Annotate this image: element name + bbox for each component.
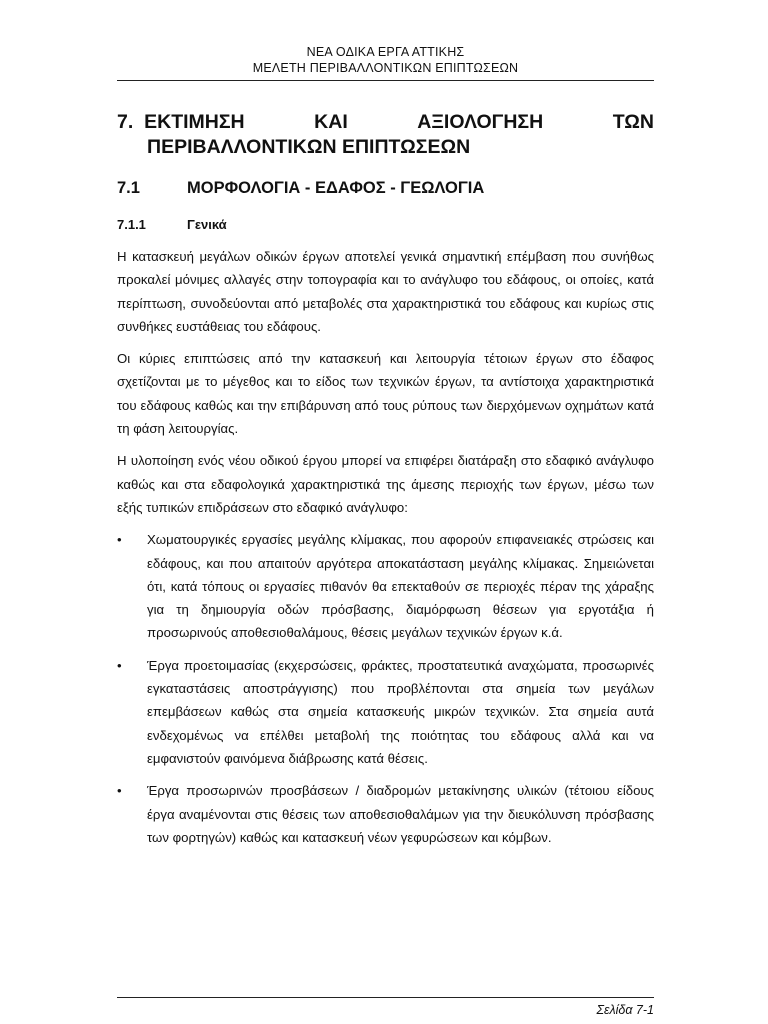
subsection-heading xyxy=(117,216,654,234)
list-item xyxy=(117,528,654,644)
chapter-number: 7. xyxy=(117,111,134,133)
document-page xyxy=(117,0,654,1024)
bullet-marker: • xyxy=(117,657,122,673)
footer-divider xyxy=(117,997,654,998)
paragraph: Η υλοποίηση ενός νέου οδικού έργου μπορεί να επιφέρει διατάραξη στο εδαφικό ανάγλυφο καθώς και στα εδαφολογικά χαρακτηριστικά της άμεσης περιοχής των έργων, μέσω των εξής τυπικών επιδράσεων στο εδαφικό ανάγλυφο: xyxy=(117,453,654,515)
section-number: 7.1 xyxy=(117,179,140,197)
list-item-text: Έργα προετοιμασίας (εκχερσώσεις, φράκτες, προστατευτικά αναχώματα, προσωρινές εγκαταστάσεις αποστράγγισης) που προβλέπονται στα σημεία των μεγάλων επεμβάσεων καθώς στα σημεία κατασκευής μικρών τεχνικών. Στα σημεία αυτά ενδεχομένως να επέλθει μεταβολή της ποιότητας του εδάφους αλλά και να εμφανιστούν φαινόμενα διάβρωσης κατά θέσεις. xyxy=(147,657,654,766)
section-heading xyxy=(117,177,654,199)
bullet-list xyxy=(117,528,654,849)
list-item xyxy=(117,654,654,770)
subsection-title: Γενικά xyxy=(187,217,227,232)
list-item-text: Έργα προσωρινών προσβάσεων / διαδρομών μετακίνησης υλικών (τέτοιου είδους έργα αναμένονται στις θέσεις των αποθεσιοθαλάμων για την διευκόλυνση πρόσβασης των φορτηγών) καθώς και κατασκευή νέων γεφυρώσεων και κόμβων. xyxy=(147,783,654,845)
header-line-1: ΝΕΑ ΟΔΙΚΑ ΕΡΓΑ ΑΤΤΙΚΗΣ xyxy=(306,45,465,59)
chapter-title-line-2: ΠΕΡΙΒΑΛΛΟΝΤΙΚΩΝ ΕΠΙΠΤΩΣΕΩΝ xyxy=(147,136,471,158)
chapter-word-1: ΕΚΤΙΜΗΣΗ xyxy=(144,111,245,133)
bullet-marker: • xyxy=(117,783,122,799)
paragraph: Οι κύριες επιπτώσεις από την κατασκευή και λειτουργία τέτοιων έργων στο έδαφος σχετίζονται με το μέγεθος και το είδος των τεχνικών έργων, τα αντίστοιχα χαρακτηριστικά του εδάφους καθώς και την επιβάρυνση από τους ρύπους των διερχόμενων οχημάτων κατά τη φάση λειτουργίας. xyxy=(117,351,654,437)
chapter-word-4: ΤΩΝ xyxy=(612,111,654,133)
page-number: Σελίδα 7-1 xyxy=(596,1003,654,1017)
chapter-heading xyxy=(117,110,654,160)
chapter-word-2: ΚΑΙ xyxy=(314,111,348,133)
list-item xyxy=(117,779,654,849)
list-item-text: Χωματουργικές εργασίες μεγάλης κλίμακας, που αφορούν επιφανειακές στρώσεις και εδάφους, και που απαιτούν αργότερα αποκατάσταση μεγάλης κλίμακας. Σημειώνεται ότι, κατά τόπους οι εργασίες πιθανόν θα επεκταθούν σε περιοχές πέραν της χάραξης για τη δημιουργία οδών πρόσβασης, διαμόρφωση θέσεων για εργοτάξια ή προσωρινούς αποθεσιοθαλάμους, θέσεις μεγάλων τεχνικών έργων κ.ά. xyxy=(147,532,654,641)
subsection-number: 7.1.1 xyxy=(117,217,146,232)
running-header xyxy=(117,44,654,76)
header-line-2: ΜΕΛΕΤΗ ΠΕΡΙΒΑΛΛΟΝΤΙΚΩΝ ΕΠΙΠΤΩΣΕΩΝ xyxy=(252,61,519,75)
body-text xyxy=(117,245,654,858)
chapter-word-3: ΑΞΙΟΛΟΓΗΣΗ xyxy=(417,111,544,133)
paragraph: Η κατασκευή μεγάλων οδικών έργων αποτελεί γενικά σημαντική επέμβαση που συνήθως προκαλεί μόνιμες αλλαγές στην τοπογραφία και το ανάγλυφο του εδάφους, οι οποίες, κατά περίπτωση, συνοδεύονται από μεταβολές στα χαρακτηριστικά του εδάφους και κυρίως στις συνθήκες ευστάθειας του εδάφους. xyxy=(117,249,654,334)
chapter-title-part-1 xyxy=(117,110,245,135)
section-title: ΜΟΡΦΟΛΟΓΙΑ - ΕΔΑΦΟΣ - ΓΕΩΛΟΓΙΑ xyxy=(187,179,485,197)
header-divider xyxy=(117,80,654,81)
bullet-marker: • xyxy=(117,532,122,548)
